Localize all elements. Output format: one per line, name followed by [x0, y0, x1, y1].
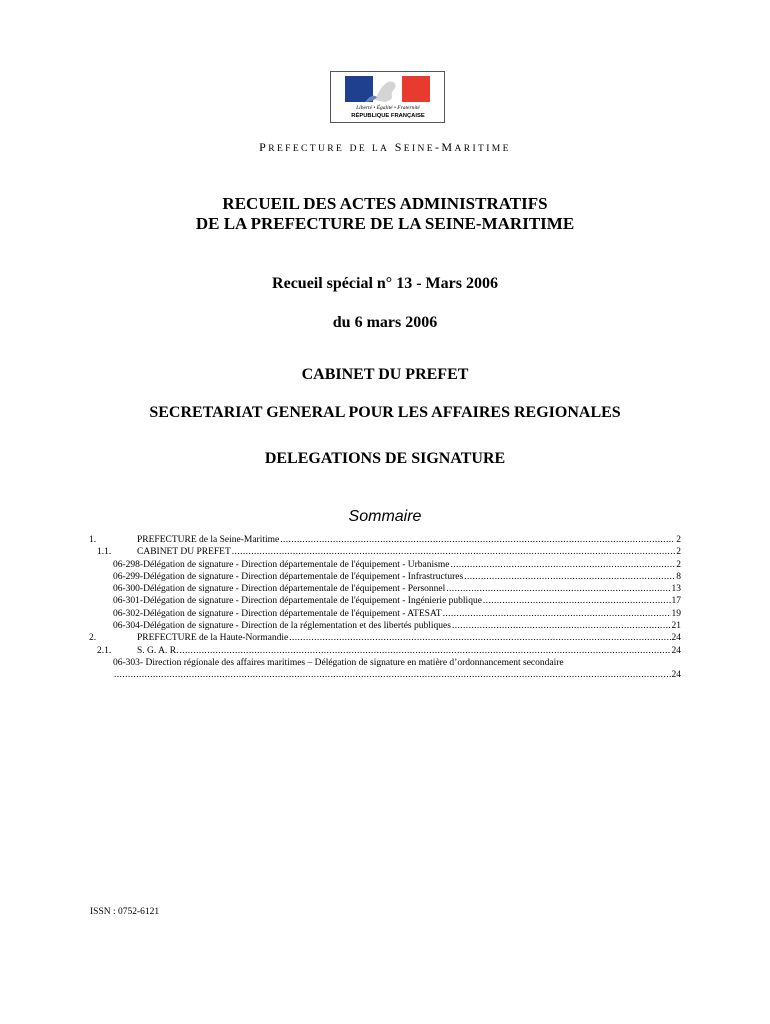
prefecture-header: PREFECTURE DE LA SEINE-MARITIME	[259, 140, 511, 154]
toc-leader	[280, 534, 675, 546]
toc-entry[interactable]	[89, 657, 681, 669]
toc-page: 2	[676, 559, 681, 570]
toc-label: 06-299-Délégation de signature - Direction départementale de l'équipement - Infrastructures	[113, 571, 464, 582]
toc-page: 21	[671, 621, 681, 632]
toc-entry[interactable]	[89, 632, 681, 644]
svg-text:Liberté • Égalité • Fraternité: Liberté • Égalité • Fraternité	[356, 105, 420, 111]
toc-number: 2.1.	[97, 645, 112, 656]
svg-text:RÉPUBLIQUE FRANÇAISE: RÉPUBLIQUE FRANÇAISE	[351, 113, 425, 119]
toc-entry[interactable]	[89, 546, 681, 558]
toc-leader	[450, 559, 675, 571]
recueil-number: Recueil spécial n° 13 - Mars 2006	[272, 275, 498, 292]
toc-number: 1.1.	[97, 547, 112, 558]
toc-leader	[446, 583, 670, 595]
section-delegations: DELEGATIONS DE SIGNATURE	[264, 450, 506, 467]
toc-entry[interactable]	[89, 583, 681, 595]
toc-label: 06-304-Délégation de signature - Direction de la réglementation et des libertés publiques	[113, 621, 451, 632]
toc-leader	[232, 546, 675, 558]
toc-page: 2	[676, 547, 681, 558]
section-sgar: SECRETARIAT GENERAL POUR LES AFFAIRES REGIONALES	[149, 404, 621, 421]
toc-label: PREFECTURE de la Seine-Maritime	[137, 535, 280, 545]
toc-number: 2.	[89, 633, 97, 644]
toc-page: 24	[671, 633, 681, 644]
toc-label: 06-302-Délégation de signature - Direction départementale de l'équipement - ATESAT	[113, 608, 442, 619]
toc-label: 06-300-Délégation de signature - Direction départementale de l'équipement - Personnel	[113, 584, 446, 595]
table-of-contents	[89, 534, 681, 682]
document-title-line2: DE LA PREFECTURE DE LA SEINE-MARITIME	[195, 214, 575, 233]
toc-leader	[464, 571, 675, 583]
issn-number: ISSN : 0752-6121	[90, 907, 160, 917]
toc-label: 06-298-Délégation de signature - Direction départementale de l'équipement - Urbanisme	[113, 559, 450, 570]
toc-page: 17	[671, 596, 681, 607]
toc-page: 2	[676, 535, 681, 545]
toc-number: 1.	[89, 535, 97, 545]
toc-page: 13	[671, 584, 681, 595]
toc-entry[interactable]	[89, 595, 681, 607]
toc-leader	[289, 632, 670, 644]
recueil-date: du 6 mars 2006	[332, 314, 438, 331]
document-title-line1: RECUEIL DES ACTES ADMINISTRATIFS	[222, 194, 548, 213]
toc-page: 8	[676, 571, 681, 582]
toc-entry[interactable]	[89, 534, 681, 546]
toc-label: CABINET DU PREFET	[137, 547, 231, 558]
toc-entry[interactable]	[89, 571, 681, 583]
toc-leader	[443, 608, 671, 620]
toc-leader	[114, 669, 671, 681]
sommaire-heading: Sommaire	[348, 508, 422, 525]
toc-leader	[179, 645, 670, 657]
toc-entry[interactable]	[89, 620, 681, 632]
republique-francaise-logo	[330, 71, 445, 123]
toc-page: 24	[671, 645, 681, 656]
toc-label: S. G. A. R.	[137, 645, 179, 656]
toc-entry[interactable]	[89, 559, 681, 571]
section-cabinet: CABINET DU PREFET	[301, 366, 469, 383]
toc-page: 19	[671, 608, 681, 619]
toc-leader	[483, 595, 671, 607]
toc-label: 06-303- Direction régionale des affaires maritimes – Délégation de signature en matière d’ordonnancement secondaire	[113, 657, 564, 668]
toc-entry-continuation[interactable]	[89, 669, 681, 681]
toc-page: 24	[671, 670, 681, 681]
toc-label: 06-301-Délégation de signature - Direction départementale de l'équipement - Ingénierie publique	[113, 596, 482, 607]
toc-entry[interactable]	[89, 608, 681, 620]
toc-entry[interactable]	[89, 645, 681, 657]
toc-leader	[452, 620, 671, 632]
marianne-flag-icon	[331, 72, 446, 124]
toc-label: PREFECTURE de la Haute-Normandie	[137, 633, 289, 644]
